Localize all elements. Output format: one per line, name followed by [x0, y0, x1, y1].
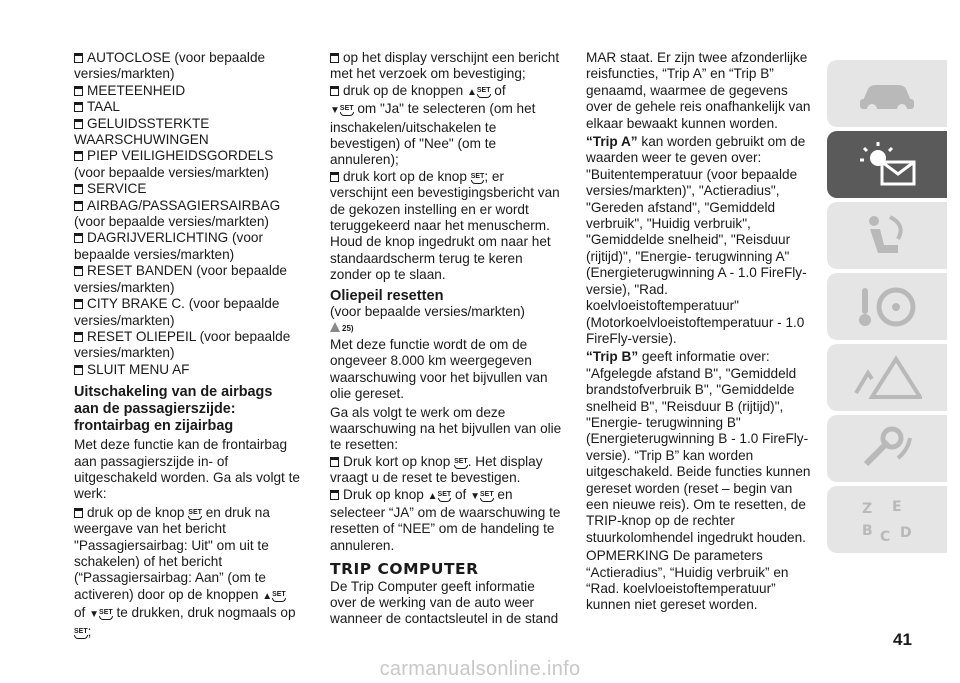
set-button-icon: SET	[99, 609, 113, 620]
steering-key-icon	[852, 282, 922, 332]
svg-text:B: B	[862, 522, 873, 539]
oil-reset-heading: Oliepeil resetten	[330, 287, 444, 304]
column-2	[330, 50, 562, 628]
bullet-icon	[74, 53, 83, 63]
save-step: druk kort op de knop SET; er verschijnt een bevestigingsbericht van de gekozen instelling en er wordt teruggekeerd naar het menuscherm. Houd de knop ingedrukt om naar het standaardscherm terug te keren zonder op te slaan.	[330, 168, 560, 283]
bullet-icon	[330, 53, 339, 63]
tab-warning-lights[interactable]	[827, 131, 947, 198]
tab-safety[interactable]	[827, 202, 947, 269]
set-button-icon: SET	[471, 173, 485, 184]
select-step: druk op de knoppen ▲SET of ▼SET om "Ja" te selecteren (om het inschakelen/uitschakelen te bevestigen) of "Nee" (om te annuleren);	[330, 82, 536, 168]
bullet-icon	[330, 172, 339, 182]
trip-b-paragraph: “Trip B” geeft informatie over: "Afgelegde afstand B", "Gemiddeld brandstofverbruik B", "Gemiddelde snelheid B", "Reisduur B (rijtijd)", "Energie- terugwinning B" (Energieterugwinning B - 1.0 FireFly-versie). “Trip B” kan worden uitgeschakeld. Beide functies kunnen gereset worden (reset – begin van een nieuwe reis). Om te resetten, de TRIP-knop op de rechter stuurkolomhendel ingedrukt houden.	[586, 349, 811, 545]
oil-paragraph-1: Met deze functie wordt de om de ongeveer 8.000 km weergegeven waarschuwing voor het bijvullen van olie gereset.	[330, 336, 548, 402]
menu-list-item: GELUIDSSTERKTE WAARSCHUWINGEN	[74, 115, 210, 148]
trip-computer-heading: TRIP COMPUTER	[330, 560, 479, 579]
oil-paragraph-2: Ga als volgt te werk om deze waarschuwing na het bijvullen van olie te resetten:	[330, 404, 562, 453]
menu-list-item: TAAL	[74, 99, 300, 115]
svg-text:E: E	[892, 498, 902, 515]
trip-computer-intro: De Trip Computer geeft informatie over de werking van de auto weer wanneer de contactsleutel in de stand	[330, 578, 559, 627]
breakdown-triangle-icon	[852, 353, 922, 403]
menu-list-item: RESET OLIEPEIL (voor bepaalde versies/markten)	[74, 328, 291, 361]
tab-emergency[interactable]	[827, 344, 947, 411]
column-3	[586, 50, 812, 614]
tab-index[interactable]	[827, 486, 947, 553]
service-wrench-icon	[852, 424, 922, 474]
svg-text:Z: Z	[862, 500, 873, 517]
bullet-icon	[330, 490, 339, 500]
menu-list-item: CITY BRAKE C. (voor bepaalde versies/markten)	[74, 296, 280, 328]
menu-list-item: RESET BANDEN (voor bepaalde versies/markten)	[74, 263, 287, 295]
bullet-icon	[74, 119, 83, 129]
set-button-icon: SET	[272, 591, 286, 602]
bullet-icon	[74, 102, 83, 112]
bullet-icon	[74, 508, 83, 518]
tab-starting-driving[interactable]	[827, 273, 947, 340]
warning-light-icon	[852, 140, 922, 190]
bullet-icon	[74, 86, 83, 96]
tab-car[interactable]	[827, 60, 947, 127]
menu-list-item: PIEP VEILIGHEIDSGORDELS (voor bepaalde versies/markten)	[74, 148, 274, 180]
svg-text:C: C	[880, 528, 891, 545]
page-number: 41	[893, 630, 912, 649]
index-letters-icon	[852, 495, 922, 545]
bullet-icon	[74, 233, 83, 243]
up-arrow-icon: ▲	[262, 590, 273, 602]
confirm-step: op het display verschijnt een bericht met het verzoek om bevestiging;	[330, 50, 560, 82]
warning-triangle-icon	[330, 322, 340, 332]
bullet-icon	[74, 184, 83, 194]
menu-list-item: SLUIT MENU AF	[74, 362, 300, 378]
down-arrow-icon: ▼	[470, 490, 480, 502]
up-arrow-icon: ▲	[466, 86, 477, 98]
settings-menu-list	[74, 50, 300, 378]
set-button-icon: SET	[454, 458, 468, 469]
bullet-icon	[74, 332, 83, 342]
bullet-icon	[74, 299, 83, 309]
up-arrow-icon: ▲	[427, 490, 438, 502]
menu-list-item: DAGRIJVERLICHTING (voor bepaalde versies/markten)	[74, 230, 263, 262]
trip-a-paragraph: “Trip A” kan worden gebruikt om de waarden weer te geven over: "Buitentemperatuur (voor bepaalde versies/markten)", "Actieradius", "Gereden afstand", "Gemiddeld verbruik", "Huidig verbruik", "Gemiddelde snelheid", "Reisduur (rijtijd)", "Energie- terugwinning A" (Energieterugwinning A - 1.0 FireFly-versie), "Rad. koelvloeistoftemperatuur" (Motorkoelvloeistoftemperatuur - 1.0 FireFly-versie).	[586, 134, 807, 346]
bullet-icon	[74, 365, 83, 375]
tab-maintenance[interactable]	[827, 415, 947, 482]
set-button-icon: SET	[340, 105, 354, 116]
reference-note: 25)	[330, 321, 562, 337]
set-button-icon: SET	[477, 87, 491, 98]
oil-step-2: Druk op knop ▲SET of ▼SET en selecteer “JA” om de waarschuwing te resetten of “NEE” om de handeling te annuleren.	[330, 486, 561, 553]
trip-a-label: “Trip A”	[586, 134, 638, 150]
menu-list-item: MEETEENHEID	[74, 83, 300, 99]
down-arrow-icon: ▼	[330, 105, 340, 117]
seat-airbag-icon	[852, 211, 922, 261]
menu-list-item: SERVICE	[74, 181, 300, 197]
airbag-step-1: druk op de knop SET en druk na weergave van het bericht "Passagiersairbag: Uit" om uit te schakelen) of het bericht (“Passagiersairbag: Aan” (om te activeren) door op de knoppen ▲SET of ▼SET te drukken, druk nogmaals op SET;	[74, 504, 296, 639]
trip-b-label: “Trip B”	[586, 349, 639, 365]
watermark: carmanualsonline.info	[379, 658, 581, 680]
trip-paragraph: MAR staat. Er zijn twee afzonderlijke reisfuncties, “Trip A” en “Trip B” genaamd, waarmee de gegevens over de gehele reis onafhankelijk van elkaar bewaakt kunnen worden.	[586, 50, 811, 131]
menu-list-item: AUTOCLOSE (voor bepaalde versies/markten)	[74, 50, 266, 82]
oil-reset-subtitle: (voor bepaalde versies/markten)	[330, 304, 525, 320]
column-1	[74, 50, 300, 640]
oil-step-1: Druk kort op knop SET. Het display vraagt u de reset te bevestigen.	[330, 453, 543, 486]
airbag-section-heading: Uitschakeling van de airbags aan de passagierszijde: frontairbag en zijairbag	[74, 384, 273, 435]
set-button-icon: SET	[188, 509, 202, 520]
down-arrow-icon: ▼	[89, 609, 100, 621]
chapter-sidebar	[827, 60, 947, 557]
bullet-icon	[74, 151, 83, 161]
set-button-icon: SET	[438, 491, 452, 502]
note-paragraph: OPMERKING De parameters “Actieradius”, “Huidig verbruik” en “Rad. koelvloeistoftemperatuur” kunnen niet gereset worden.	[586, 548, 789, 613]
bullet-icon	[330, 457, 339, 467]
set-button-icon: SET	[480, 491, 494, 502]
car-icon	[852, 69, 922, 119]
bullet-icon	[74, 266, 83, 276]
bullet-icon	[330, 86, 339, 96]
set-button-icon: SET	[74, 628, 88, 639]
menu-list-item: AIRBAG/PASSAGIERSAIRBAG (voor bepaalde versies/markten)	[74, 197, 281, 230]
svg-text:D: D	[900, 524, 912, 541]
airbag-intro: Met deze functie kan de frontairbag aan passagierszijde in- of uitgeschakeld worden. Ga als volgt te werk:	[74, 437, 300, 502]
bullet-icon	[74, 201, 83, 211]
